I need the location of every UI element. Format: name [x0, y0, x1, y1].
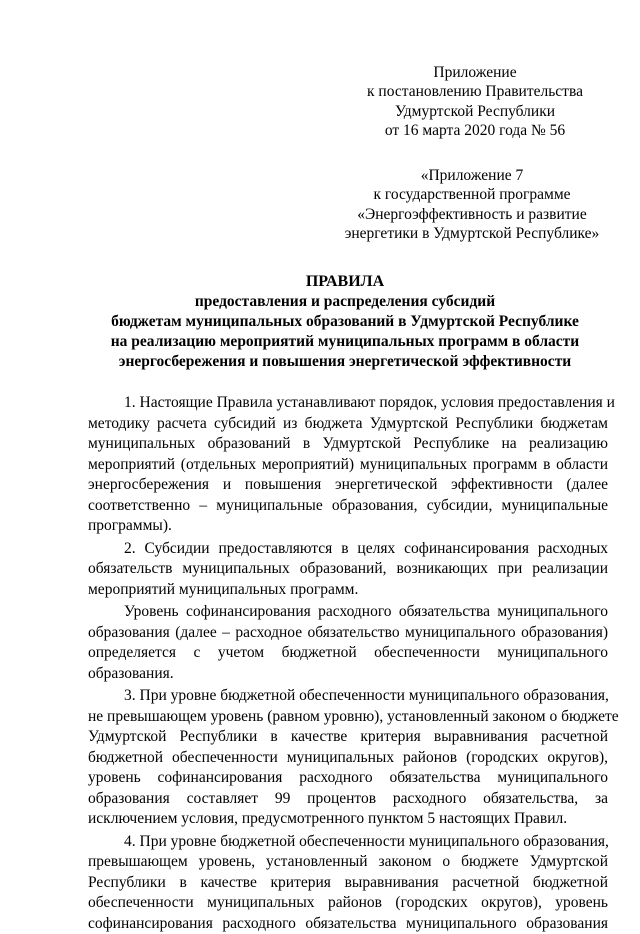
paragraph-4 [88, 686, 608, 830]
subtitle-line: энергосбережения и повышения энергетической эффективности [80, 352, 610, 372]
paragraph-line: 4. При уровне бюджетной обеспеченности муниципального образования, [88, 832, 608, 853]
paragraph-line: 1. Настоящие Правила устанавливают порядок, условия предоставления и [88, 393, 608, 414]
paragraph-line: мероприятий (отдельных мероприятий) муниципальных программ в области [88, 455, 608, 476]
paragraph-line: превышающем уровень, установленный законом о бюджете Удмуртской [88, 852, 608, 873]
paragraph-line: образования. [88, 664, 608, 685]
document-body [88, 393, 608, 934]
annex-program-header [332, 166, 612, 243]
paragraph-5 [88, 832, 608, 934]
paragraph-2 [88, 539, 608, 601]
annex-program-line: «Энергоэффективность и развитие [332, 205, 612, 224]
annex-resolution-line: Удмуртской Республики [340, 102, 610, 121]
subtitle-line: на реализацию мероприятий муниципальных программ в области [80, 332, 610, 352]
paragraph-line: Удмуртской Республики в качестве критерия выравнивания расчетной [88, 727, 608, 748]
annex-resolution-line: Приложение [340, 63, 610, 82]
paragraph-line: уровень софинансирования расходного обязательства муниципального [88, 768, 608, 789]
document-title: ПРАВИЛА [80, 272, 610, 292]
annex-resolution-header [340, 63, 610, 140]
paragraph-line: мероприятий муниципальных программ. [88, 580, 608, 601]
document-title-block [80, 272, 610, 372]
paragraph-line: исключением условия, предусмотренного пунктом 5 настоящих Правил. [88, 809, 608, 830]
paragraph-1 [88, 393, 608, 537]
paragraph-line: Республики в качестве критерия выравнивания расчетной бюджетной [88, 873, 608, 894]
annex-program-line: энергетики в Удмуртской Республике» [332, 224, 612, 243]
subtitle-line: предоставления и распределения субсидий [80, 292, 610, 312]
paragraph-line: образования (далее – расходное обязательство муниципального образования) [88, 623, 608, 644]
paragraph-line: соответственно – муниципальные образования, субсидии, муниципальные [88, 496, 608, 517]
paragraph-line: методику расчета субсидий из бюджета Удмуртской Республики бюджетам [88, 414, 608, 435]
paragraph-line: образования составляет 99 процентов расходного обязательства, за [88, 789, 608, 810]
paragraph-line: 3. При уровне бюджетной обеспеченности муниципального образования, [88, 686, 608, 707]
paragraph-line: не превышающем уровень (равном уровню), установленный законом о бюджете [88, 707, 608, 728]
annex-resolution-line: от 16 марта 2020 года № 56 [340, 121, 610, 140]
paragraph-line: бюджетной обеспеченности муниципальных районов (городских округов), [88, 748, 608, 769]
document-subtitle [80, 292, 610, 372]
paragraph-line: программы). [88, 516, 608, 537]
paragraph-line: 2. Субсидии предоставляются в целях софинансирования расходных [88, 539, 608, 560]
annex-resolution-line: к постановлению Правительства [340, 82, 610, 101]
paragraph-line: Уровень софинансирования расходного обязательства муниципального [88, 602, 608, 623]
paragraph-line: обязательств муниципальных образований, возникающих при реализации [88, 559, 608, 580]
paragraph-line: обеспеченности муниципальных районов (городских округов), уровень [88, 893, 608, 914]
paragraph-line: муниципальных образований в Удмуртской Республике на реализацию [88, 434, 608, 455]
paragraph-line: определяется с учетом бюджетной обеспеченности муниципального [88, 643, 608, 664]
subtitle-line: бюджетам муниципальных образований в Удмуртской Республике [80, 312, 610, 332]
paragraph-line: софинансирования расходного обязательства муниципального образования [88, 914, 608, 934]
paragraph-line: энергосбережения и повышения энергетической эффективности (далее [88, 475, 608, 496]
annex-program-line: «Приложение 7 [332, 166, 612, 185]
paragraph-3 [88, 602, 608, 684]
annex-program-line: к государственной программе [332, 185, 612, 204]
